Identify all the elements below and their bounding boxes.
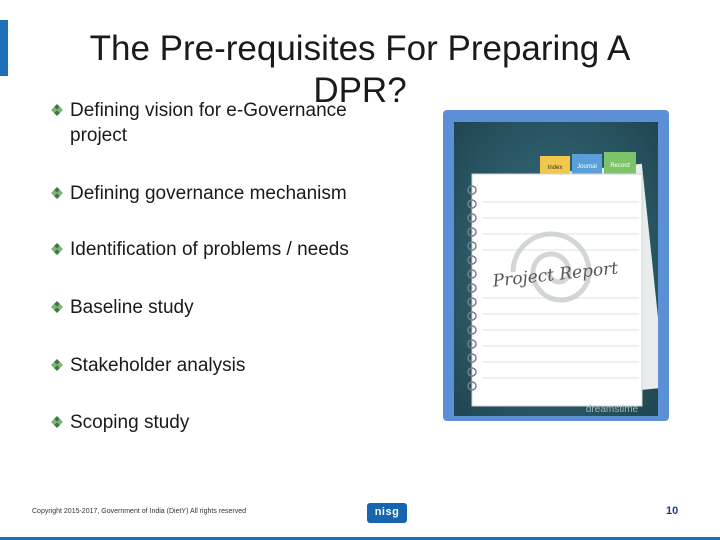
tab-record-label: Record — [610, 163, 630, 169]
copyright-text: Copyright 2015-2017, Government of India (DietY) All rights reserved — [32, 508, 246, 515]
slide-title: The Pre-requisites For Preparing A DPR? — [89, 29, 631, 110]
bullet-text: Stakeholder analysis — [70, 355, 246, 376]
bullet-item — [50, 181, 380, 206]
diamond-bullet-icon — [50, 242, 64, 256]
bullet-text: Scoping study — [70, 412, 190, 433]
bullet-item — [50, 237, 380, 262]
image-watermark: dreamstime — [585, 404, 639, 415]
diamond-bullet-icon — [50, 186, 64, 200]
bullet-text: Defining governance mechanism — [70, 183, 347, 204]
project-report-illustration — [454, 122, 658, 416]
bullet-item — [50, 353, 380, 378]
bullet-text: Identification of problems / needs — [70, 239, 349, 260]
nisg-logo: nisg — [367, 503, 407, 523]
page-number: 10 — [666, 505, 679, 517]
bullet-text: Defining vision for e-Governance project — [70, 100, 347, 146]
project-report-image-frame — [443, 110, 669, 421]
bullet-text: Baseline study — [70, 297, 194, 318]
diamond-bullet-icon — [50, 300, 64, 314]
diamond-bullet-icon — [50, 358, 64, 372]
image-caption: Project Report — [491, 258, 620, 292]
diamond-bullet-icon — [50, 415, 64, 429]
project-report-image — [454, 122, 658, 416]
title-accent-bar — [0, 20, 8, 76]
diamond-bullet-icon — [50, 103, 64, 117]
bullet-item — [50, 295, 380, 320]
bullet-item — [50, 98, 380, 148]
tab-journal-label: Journal — [577, 164, 597, 170]
tab-index-label: Index — [547, 165, 563, 171]
bullet-item — [50, 410, 380, 435]
